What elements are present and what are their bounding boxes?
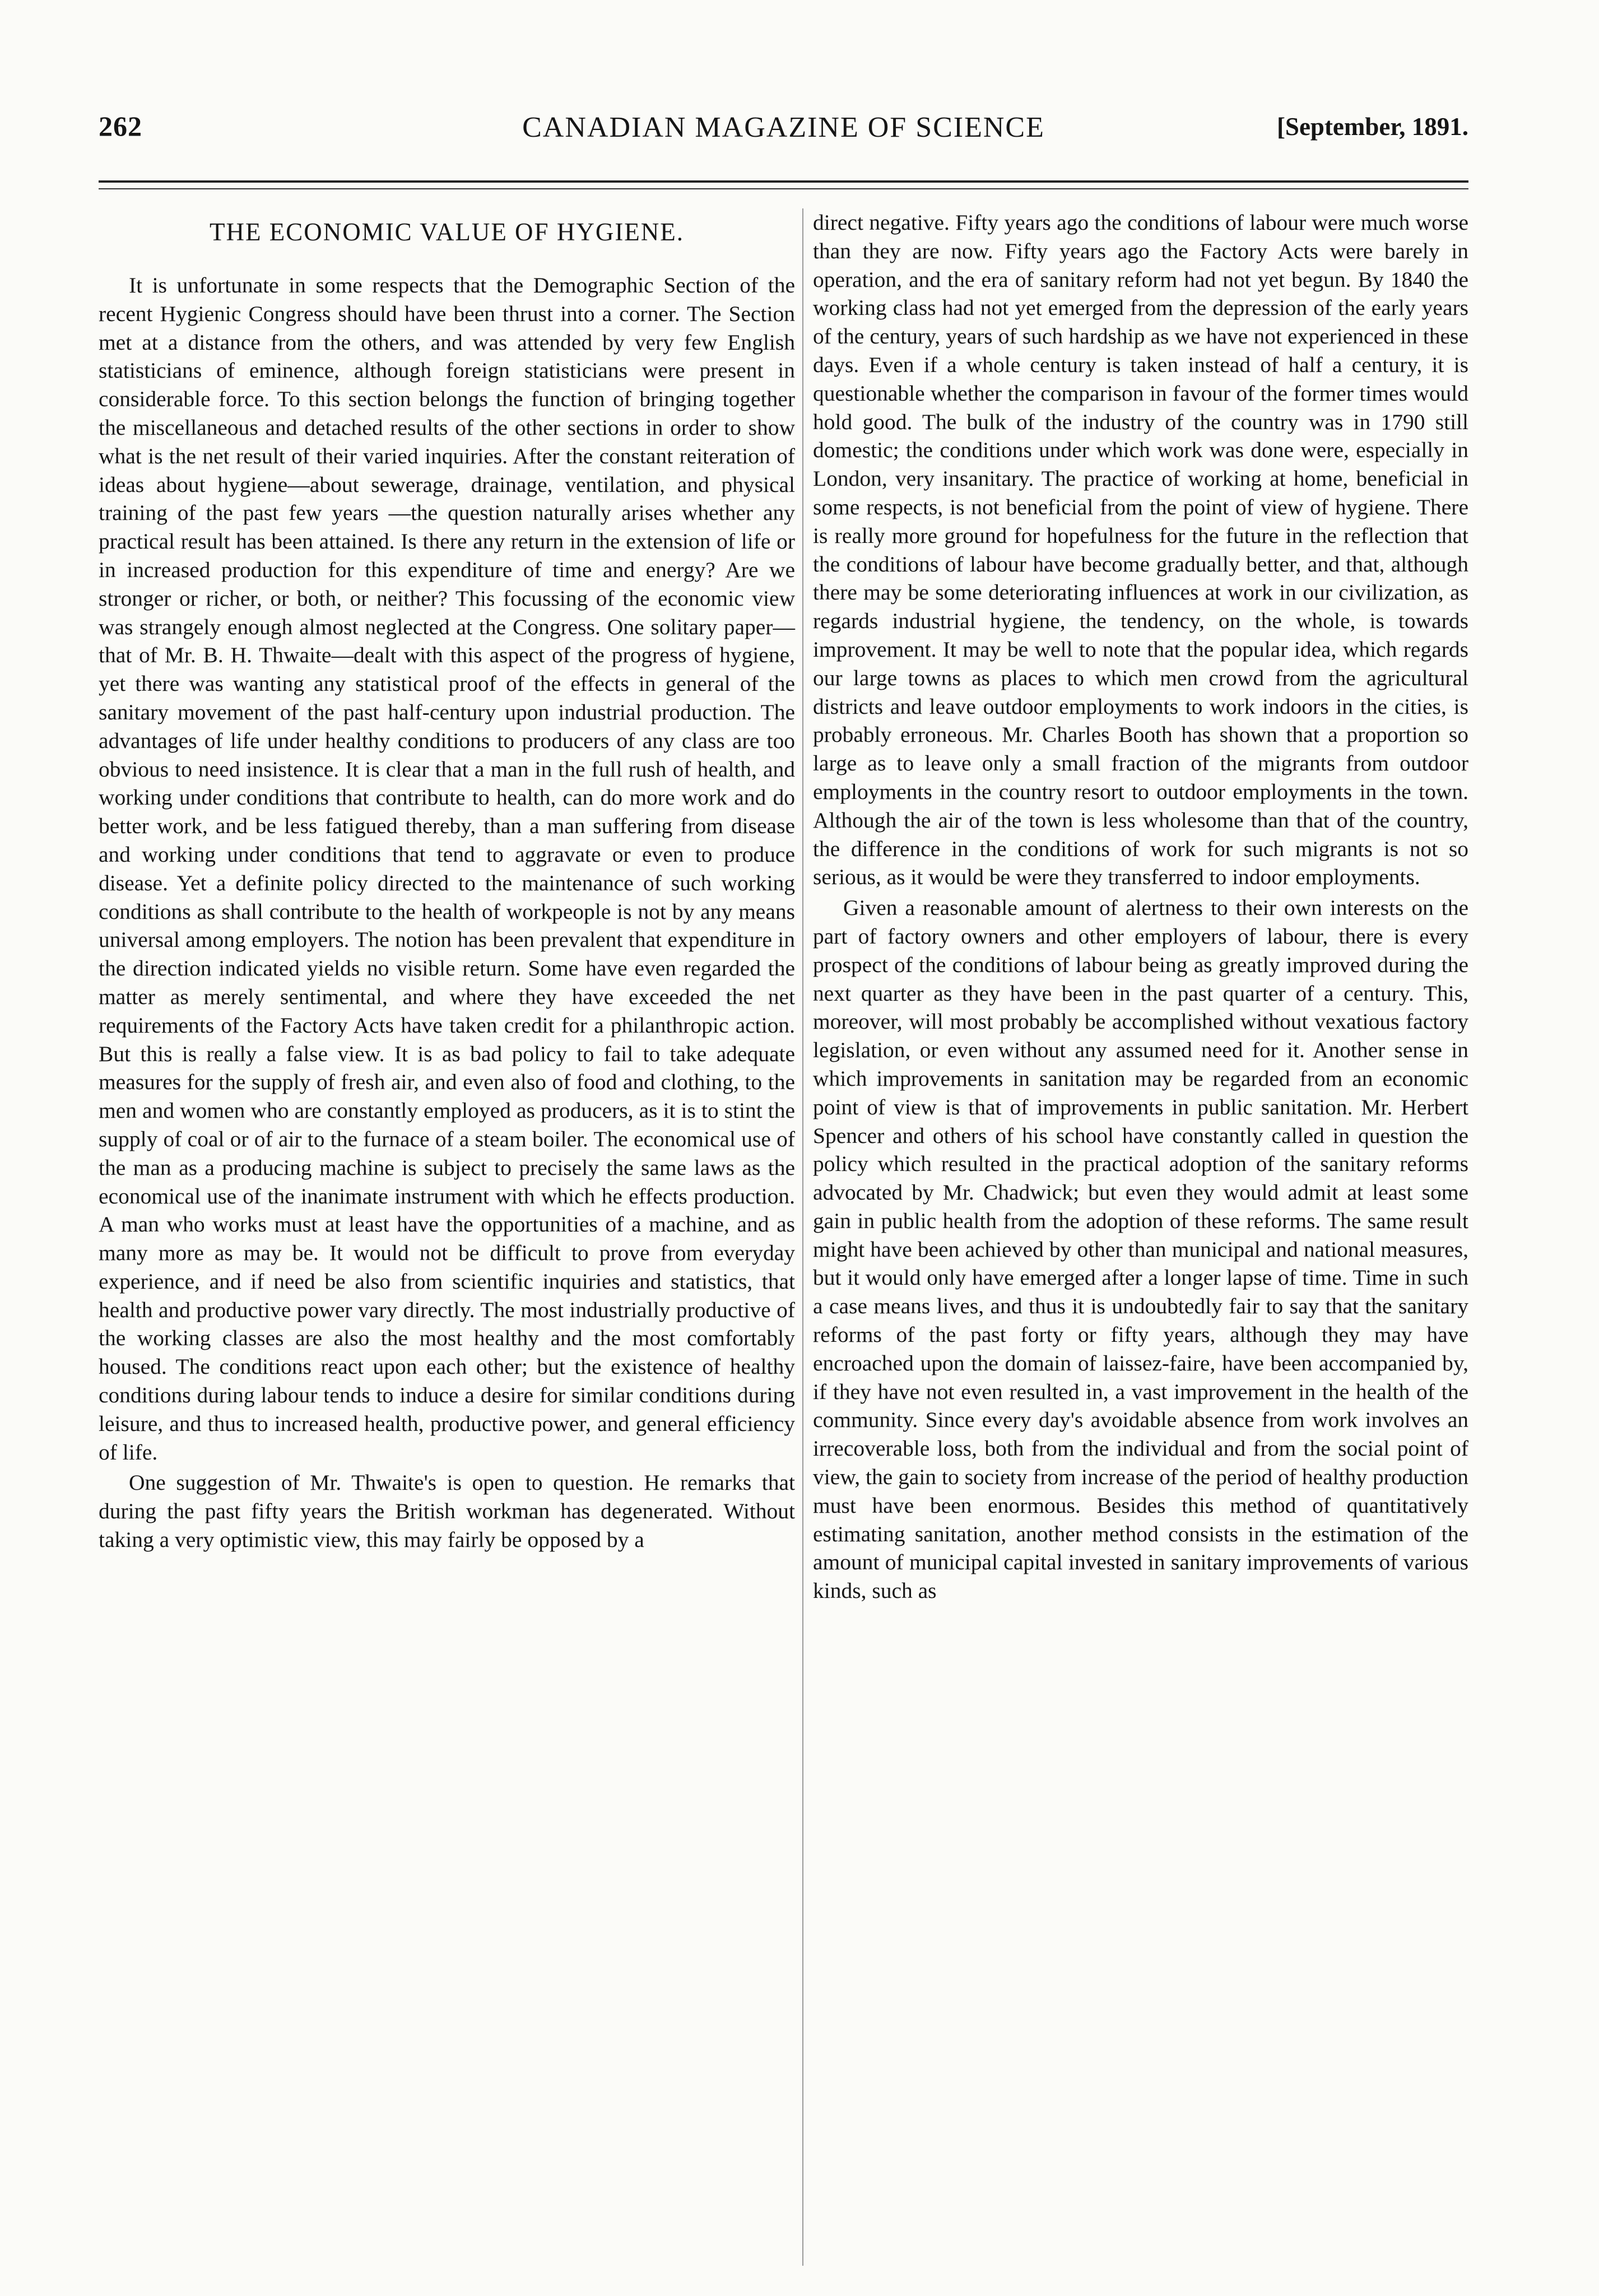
issue-date: [September, 1891. [1276, 113, 1468, 141]
column-divider [802, 208, 803, 2266]
header-rule-secondary [99, 188, 1468, 189]
journal-title: CANADIAN MAGAZINE OF SCIENCE [522, 111, 1045, 143]
header-rule [99, 180, 1468, 183]
page-header [99, 110, 1468, 157]
body-paragraph: Given a reasonable amount of alertness to their own interests on the part of factory owners and other employers of labour, there is every prospect of the conditions of labour being as greatly improved during the next quarter as they have been in the past quarter of a century. This, moreover, will most probably be accomplished without vexatious factory legislation, or even without any assumed need for it. Another sense in which improvements in sanitation may be regarded from an economic point of view is that of improvements in public sanitation. Mr. Herbert Spencer and others of his school have constantly called in question the policy which resulted in the practical adoption of the sanitary reforms advocated by Mr. Chadwick; but even they would admit at least some gain in public health from the adoption of these reforms. The same result might have been achieved by other than municipal and national measures, but it would only have emerged after a longer lapse of time. Time in such a case means lives, and thus it is undoubtedly fair to say that the sanitary reforms of the past forty or fifty years, although they may have encroached upon the domain of laissez-faire, have been accompanied by, if they have not even resulted in, a vast improvement in the health of the community. Since every day's avoidable absence from work involves an irrecoverable loss, both from the individual and from the social point of view, the gain to society from increase of the period of healthy production must have been enormous. Besides this method of quantitatively estimating sanitation, another method consists in the estimation of the amount of municipal capital invested in sanitary improvements of various kinds, such as [813, 895, 1468, 1604]
page-number: 262 [99, 110, 142, 142]
body-paragraph: It is unfortunate in some respects that the Demographic Section of the recent Hygienic Congress should have been thrust into a corner. The Section met at a distance from the others, and was attended by very few English statisticians of eminence, although foreign statisticians were present in considerable force. To this section belongs the function of bringing together the miscellaneous and detached results of the other sections in order to show what is the net result of their varied inquiries. After the constant reiteration of ideas about hygiene—about sewerage, drainage, ventilation, and physical training of the past few years —the question naturally arises whether any practical result has been attained. Is there any return in the extension of life or in increased production for this expenditure of time and energy? Are we stronger or richer, or both, or neither? This focussing of the economic view was strangely enough almost neglected at the Congress. One solitary paper—that of Mr. B. H. Thwaite—dealt with this aspect of the progress of hygiene, yet there was wanting any statistical proof of the effects in general of the sanitary movement of the past half-century upon industrial production. The advantages of life under healthy conditions to producers of any class are too obvious to need insistence. It is clear that a man in the full rush of health, and working under conditions that contribute to health, can do more work and do better work, and be less fatigued thereby, than a man suffering from disease and working under conditions that tend to aggravate or even to produce disease. Yet a definite policy directed to the maintenance of such working conditions as shall contribute to the health of workpeople is not by any means universal among employers. The notion has been prevalent that expenditure in the direction indicated yields no visible return. Some have even regarded the matter as merely sentimental, and where they have exceeded the net requirements of the Factory Acts have taken credit for a philanthropic action. But this is really a false view. It is as bad policy to fail to take adequate measures for the supply of fresh air, and even also of food and clothing, to the men and women who are constantly employed as producers, as it is to stint the supply of coal or of air to the furnace of a steam boiler. The economical use of the man as a producing machine is subject to precisely the same laws as the economical use of the inanimate instrument with which he effects production. A man who works must at least have the opportunities of a machine, and as many more as may be. It would not be difficult to prove from everyday experience, and if need be also from scientific inquiries and statistics, that health and productive power vary directly. The most industrially productive of the working classes are also the most healthy and the most comfortably housed. The conditions react upon each other; but the existence of healthy conditions during labour tends to induce a desire for similar conditions during leisure, and thus to increased health, productive power, and general efficiency of life. [99, 273, 795, 1465]
left-column [99, 212, 795, 1554]
body-paragraph: direct negative. Fifty years ago the conditions of labour were much worse than they are now. Fifty years ago the Factory Acts were barely in operation, and the era of sanitary reform had not yet begun. By 1840 the working class had not yet emerged from the depression of the early years of the century, years of such hardship as we have not experienced in these days. Even if a whole century is taken instead of half a century, it is questionable whether the comparison in favour of the former times would hold good. The bulk of the industry of the country was in 1790 still domestic; the conditions under which work was done were, especially in London, very insanitary. The practice of working at home, beneficial in some respects, is not beneficial from the point of view of hygiene. There is really more ground for hopefulness for the future in the reflection that the conditions of labour have become gradually better, and that, although there may be some deteriorating influences at work in our civilization, as regards industrial hygiene, the tendency, on the whole, is towards improvement. It may be well to note that the popular idea, which regards our large towns as places to which men crowd from the agricultural districts and leave outdoor employments to work indoors in the cities, is probably erroneous. Mr. Charles Booth has shown that a proportion so large as to leave only a small fraction of the migrants from outdoor employments in the country resort to outdoor employments in the town. Although the air of the town is less wholesome than that of the country, the difference in the conditions of work for such migrants is not so serious, as it would be were they transferred to indoor employments. [813, 210, 1468, 890]
body-paragraph: One suggestion of Mr. Thwaite's is open to question. He remarks that during the past fifty years the British workman has degenerated. Without taking a very optimistic view, this may fairly be opposed by a [99, 1470, 795, 1553]
right-column [813, 208, 1468, 1605]
article-title: THE ECONOMIC VALUE OF HYGIENE. [209, 218, 685, 246]
